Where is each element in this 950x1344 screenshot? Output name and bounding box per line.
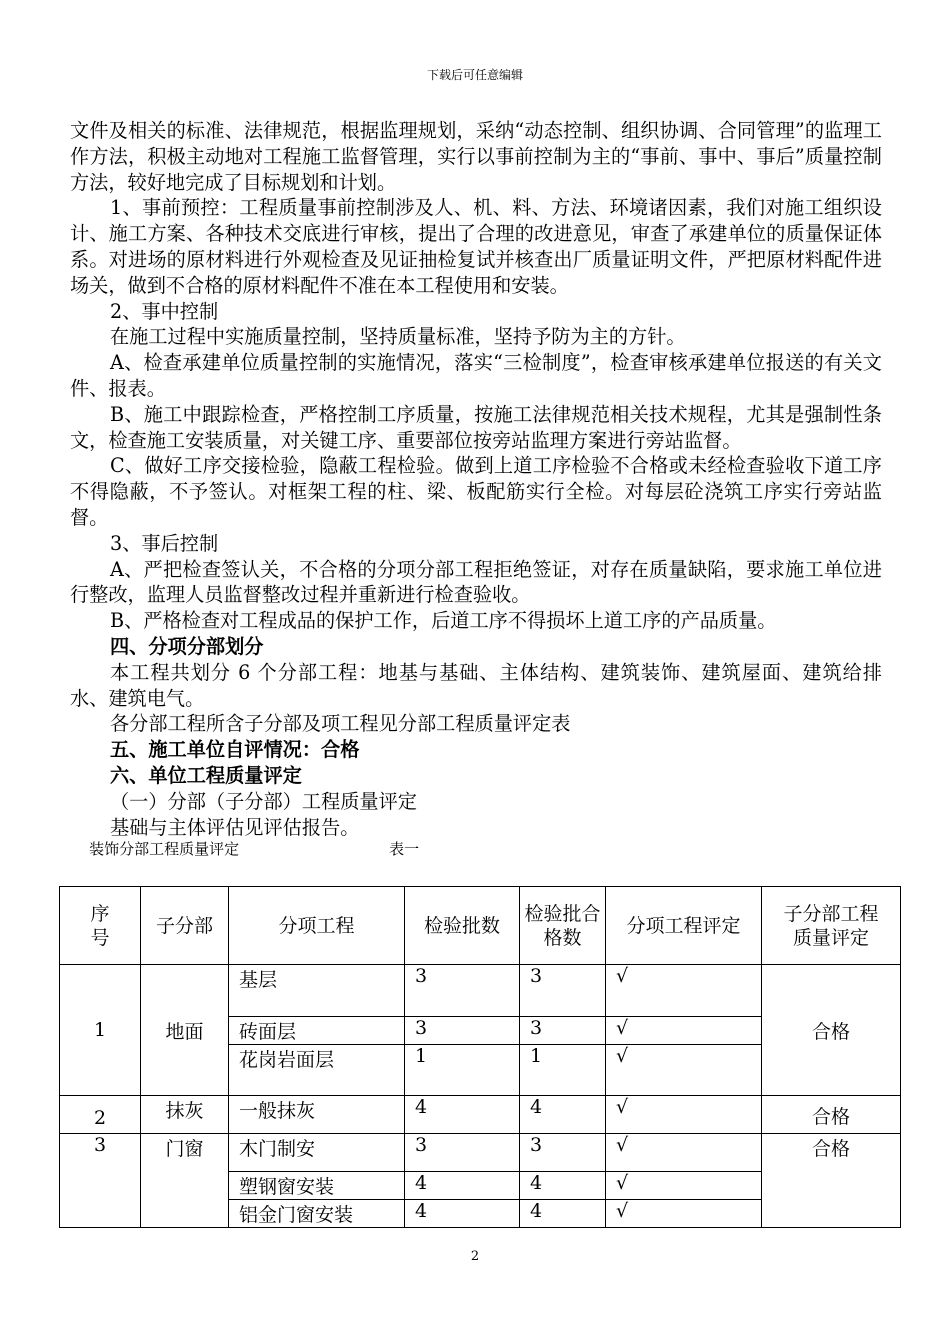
paragraph: 3、事后控制	[110, 531, 219, 555]
sub-division-result: 合格	[762, 1096, 901, 1134]
paragraph: C、做好工序交接检验，隐蔽工程检验。做到上道工序检验不合格或未经检查验收下道工序不得隐蔽，不予签认。对框架工程的柱、梁、板配筋实行全检。对每层砼浇筑工序实行旁站监督。	[70, 454, 882, 529]
batch-count: 4	[405, 1172, 520, 1200]
pass-count: 3	[520, 965, 606, 1017]
pass-count: 3	[520, 1017, 606, 1045]
document-body	[70, 118, 882, 859]
table-caption: 装饰分部工程质量评定	[89, 840, 240, 859]
batch-count: 3	[405, 1134, 520, 1172]
header-cell: 子分部工程质量评定	[762, 887, 901, 965]
sub-division: 抹灰	[141, 1096, 229, 1134]
paragraph: A、严把检查签认关，不合格的分项分部工程拒绝签证，对存在质量缺陷，要求施工单位进行整改，监理人员监督整改过程并重新进行检查验收。	[70, 557, 882, 607]
pass-count: 1	[520, 1045, 606, 1096]
header-cell: 分项工程评定	[606, 887, 762, 965]
header-cell: 序号	[60, 887, 141, 965]
item-name: 基层	[229, 965, 405, 1017]
item-name: 一般抹灰	[229, 1096, 405, 1134]
table-row	[60, 965, 901, 1017]
paragraph: B、施工中跟踪检查，严格控制工序质量，按施工法律规范相关技术规程，尤其是强制性条文，检查施工安装质量，对关键工序、重要部位按旁站监理方案进行旁站监督。	[70, 402, 882, 452]
item-evaluation: √	[606, 1017, 762, 1045]
batch-count: 4	[405, 1200, 520, 1228]
batch-count: 3	[405, 965, 520, 1017]
paragraph: B、严格检查对工程成品的保护工作，后道工序不得损坏上道工序的产品质量。	[110, 609, 777, 633]
sub-division-result: 合格	[762, 965, 901, 1096]
paragraph: 1、事前预控：工程质量事前控制涉及人、机、料、方法、环境诸因素，我们对施工组织设计、施工方案、各种技术交底进行审核，提出了合理的改进意见，审查了承建单位的质量保证体系。对进场的原材料进行外观检查及见证抽检复试并核查出厂质量证明文件，严把原材料配件进场关，做到不合格的原材料配件不准在本工程使用和安装。	[70, 196, 882, 297]
batch-count: 1	[405, 1045, 520, 1096]
item-name: 木门制安	[229, 1134, 405, 1172]
pass-count: 4	[520, 1172, 606, 1200]
header-cell: 检验批合格数	[520, 887, 606, 965]
pass-count: 3	[520, 1134, 606, 1172]
header-cell: 分项工程	[229, 887, 405, 965]
item-evaluation: √	[606, 1045, 762, 1096]
quality-table-wrapper	[59, 886, 901, 1228]
item-name: 花岗岩面层	[229, 1045, 405, 1096]
paragraph: 基础与主体评估见评估报告。	[110, 815, 360, 839]
paragraph: 在施工过程中实施质量控制，坚持质量标准，坚持予防为主的方针。	[110, 325, 686, 349]
table-row	[60, 1096, 901, 1134]
header-cell: 子分部	[141, 887, 229, 965]
row-number: 1	[60, 965, 141, 1096]
row-number: 3	[60, 1134, 141, 1228]
item-evaluation: √	[606, 1134, 762, 1172]
item-evaluation: √	[606, 1200, 762, 1228]
paragraph: 2、事中控制	[110, 299, 219, 323]
section-heading: 五、施工单位自评情况：合格	[110, 738, 360, 762]
quality-table	[59, 886, 901, 1228]
item-evaluation: √	[606, 965, 762, 1017]
paragraph: 文件及相关的标准、法律规范，根据监理规划，采纳“动态控制、组织协调、合同管理”的监理工作方法，积极主动地对工程施工监督管理，实行以事前控制为主的“事前、事中、事后”质量控制方法，较好地完成了目标规划和计划。	[70, 119, 882, 194]
sub-division-result: 合格	[762, 1134, 901, 1228]
item-evaluation: √	[606, 1172, 762, 1200]
batch-count: 3	[405, 1017, 520, 1045]
section-heading: 四、分项分部划分	[110, 634, 264, 658]
paragraph: 各分部工程所含子分部及项工程见分部工程质量评定表	[110, 712, 571, 736]
item-name: 砖面层	[229, 1017, 405, 1045]
sub-division: 地面	[141, 965, 229, 1096]
item-name: 铝金门窗安装	[229, 1200, 405, 1228]
section-heading: 六、单位工程质量评定	[110, 763, 302, 787]
subsection-heading: （一）分部（子分部）工程质量评定	[110, 789, 417, 813]
sub-division: 门窗	[141, 1134, 229, 1228]
batch-count: 4	[405, 1096, 520, 1134]
table-caption-line	[70, 840, 882, 859]
paragraph: 本工程共划分 6 个分部工程：地基与基础、主体结构、建筑装饰、建筑屋面、建筑给排水、建筑电气。	[70, 660, 882, 710]
item-name: 塑钢窗安装	[229, 1172, 405, 1200]
pass-count: 4	[520, 1096, 606, 1134]
page-number: 2	[470, 1249, 480, 1264]
row-number: 2	[60, 1096, 141, 1134]
table-row	[60, 1134, 901, 1172]
paragraph: A、检查承建单位质量控制的实施情况，落实“三检制度”，检查审核承建单位报送的有关文件、报表。	[70, 351, 882, 400]
pass-count: 4	[520, 1200, 606, 1228]
table-header-row	[60, 887, 901, 965]
item-evaluation: √	[606, 1096, 762, 1134]
header-cell: 检验批数	[405, 887, 520, 965]
table-label: 表一	[389, 840, 420, 859]
page-header: 下载后可任意编辑	[426, 68, 523, 82]
